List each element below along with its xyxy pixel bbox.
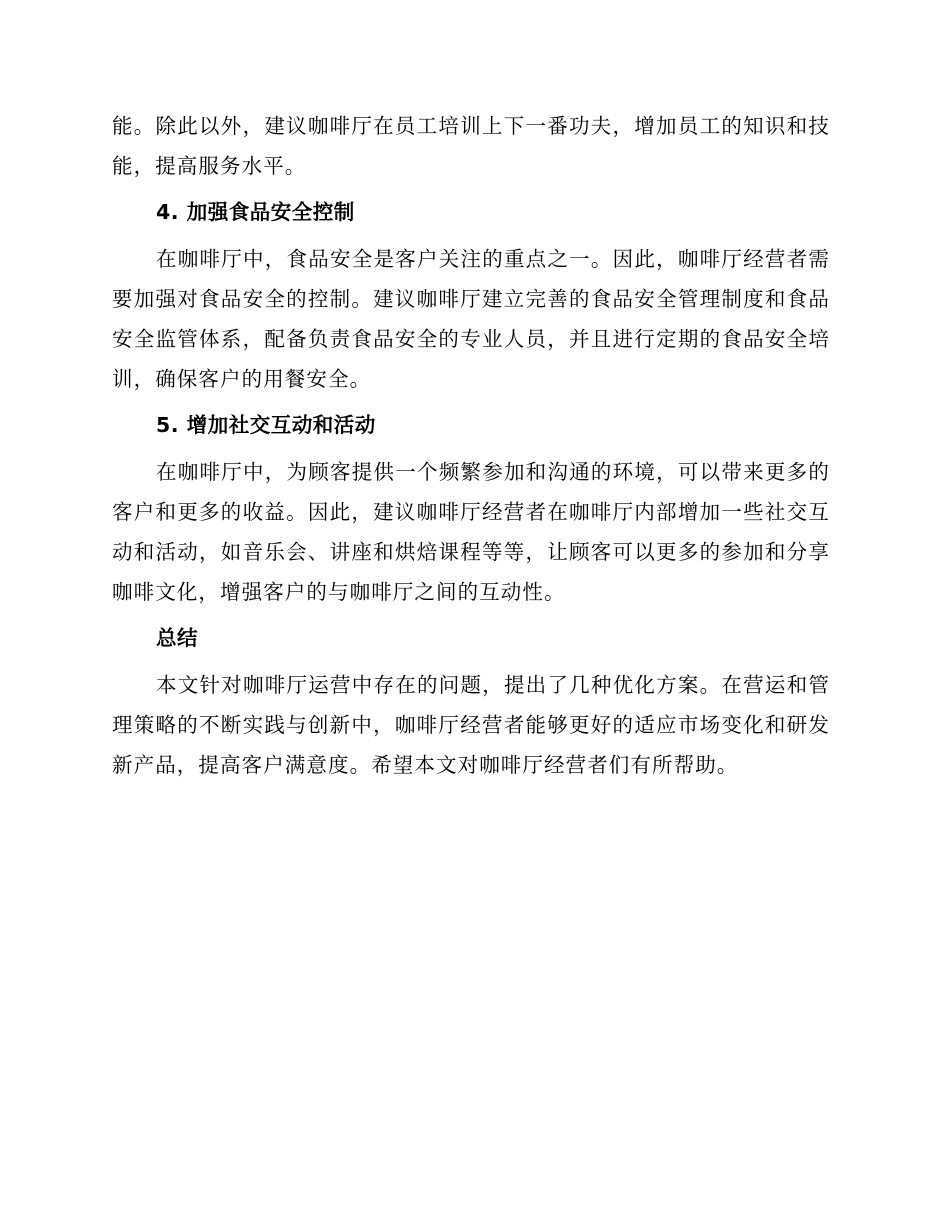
section-heading-food-safety: 4. 加强食品安全控制 <box>156 200 355 224</box>
section-body-summary: 本文针对咖啡厅运营中存在的问题，提出了几种优化方案。在营运和管理策略的不断实践与创新中，咖啡厅经营者能够更好的适应市场变化和研发新产品，提高客户满意度。希望本文对咖啡厅经营者们有所帮助。 <box>112 673 830 777</box>
document-page <box>112 106 830 785</box>
continuation-paragraph: 能。除此以外，建议咖啡厅在员工培训上下一番功夫，增加员工的知识和技能，提高服务水平。 <box>112 114 830 178</box>
section-body-social-activities: 在咖啡厅中，为顾客提供一个频繁参加和沟通的环境，可以带来更多的客户和更多的收益。因此，建议咖啡厅经营者在咖啡厅内部增加一些社交互动和活动，如音乐会、讲座和烘焙课程等等，让顾客可以更多的参加和分享咖啡文化，增强客户的与咖啡厅之间的互动性。 <box>112 460 830 604</box>
section-heading-social-activities: 5. 增加社交互动和活动 <box>156 413 376 437</box>
section-body-food-safety: 在咖啡厅中，食品安全是客户关注的重点之一。因此，咖啡厅经营者需要加强对食品安全的控制。建议咖啡厅建立完善的食品安全管理制度和食品安全监管体系，配备负责食品安全的专业人员，并且进行定期的食品安全培训，确保客户的用餐安全。 <box>112 247 830 391</box>
section-heading-summary: 总结 <box>156 626 198 650</box>
